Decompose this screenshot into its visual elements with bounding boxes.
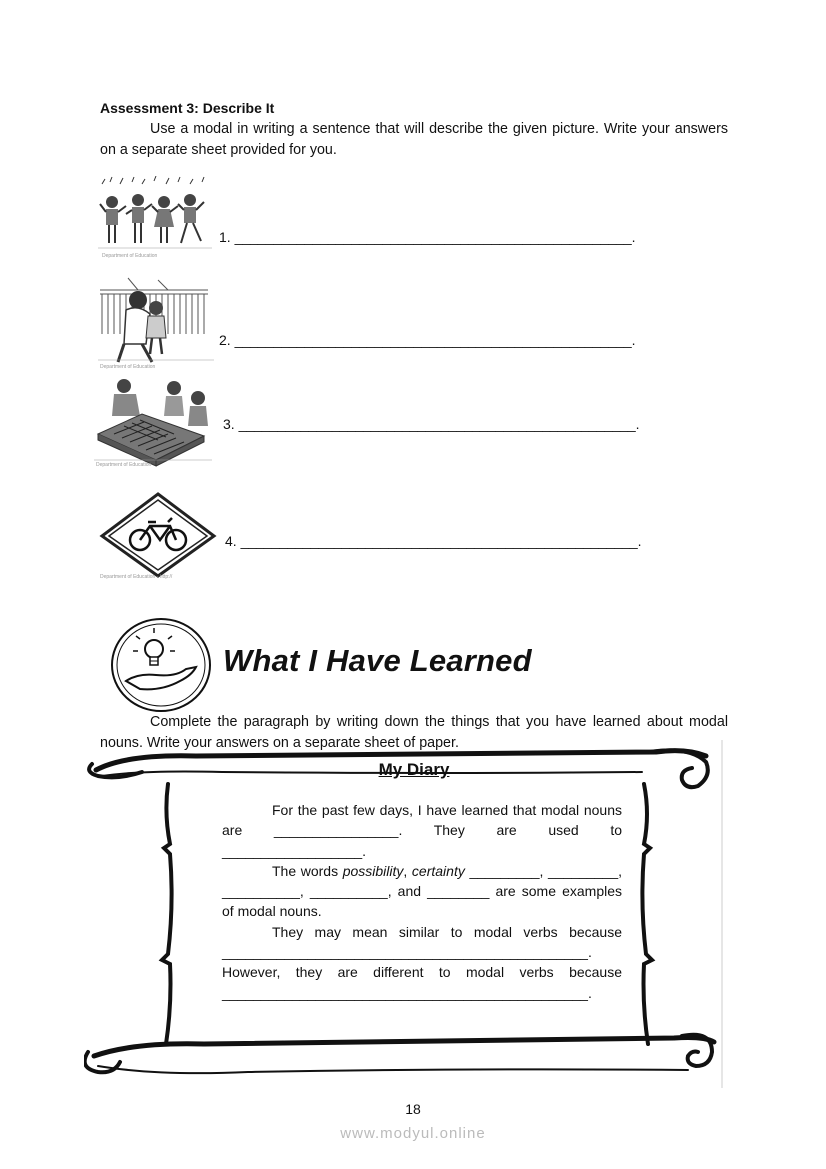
diary-paragraph-2 [222, 861, 622, 922]
diary-paragraph-1: For the past few days, I have learned that modal nouns are ________________. They are used to __________________. [222, 802, 622, 859]
watermark: www.modyul.online [340, 1125, 486, 1142]
answer-line-4[interactable]: 4. ___________________________________________________. [225, 533, 642, 549]
page-number: 18 [405, 1101, 421, 1117]
diary-paragraph-3: They may mean similar to modal verbs because _______________________________________________. However, they are different to modal verbs because _______________________________________________. [222, 923, 622, 1001]
picture-adult-helping-child [98, 270, 214, 370]
answer-line-1[interactable]: 1. ___________________________________________________. [219, 229, 636, 245]
adult-helping-child-drawing [98, 270, 214, 370]
diary-title: My Diary [378, 760, 450, 779]
section-title: What I Have Learned [223, 643, 532, 678]
assessment-title: Assessment 3: Describe It [100, 100, 275, 116]
diary-text: _________, _________, __________, __________, and ________ are some examples of modal nouns. [222, 862, 623, 920]
svg-text:Department of Education - http: Department of Education - http:// [100, 574, 173, 580]
diary-text: The words [272, 862, 343, 879]
svg-text:Department of Education: Department of Education [96, 462, 152, 468]
picture-children-building-model [94, 376, 212, 468]
bicycle-sign-icon [98, 492, 218, 580]
answer-line-3[interactable]: 3. ___________________________________________________. [223, 416, 640, 432]
svg-text:Department of Education: Department of Education [100, 364, 156, 370]
diary-term-certainty: certainty [411, 862, 465, 879]
diary-term-possibility: possibility [342, 862, 404, 879]
lightbulb-hand-icon [110, 617, 212, 713]
picture-bicycle-road-sign [98, 492, 218, 580]
children-building-model-drawing [94, 376, 212, 468]
svg-text:Department of Education: Department of Education [102, 253, 158, 259]
diary-text: , [403, 862, 412, 879]
assessment-instruction: Use a modal in writing a sentence that will describe the given picture. Write your answers on a separate sheet provided for you. [100, 121, 728, 158]
picture-children-dancing [98, 176, 212, 260]
children-dancing-drawing [98, 176, 212, 260]
section-instruction: Complete the paragraph by writing down the things that you have learned about modal nouns. Write your answers on a separate sheet of paper. [100, 714, 728, 751]
answer-line-2[interactable]: 2. ___________________________________________________. [219, 332, 636, 348]
diary-paragraph[interactable] [222, 800, 622, 1003]
